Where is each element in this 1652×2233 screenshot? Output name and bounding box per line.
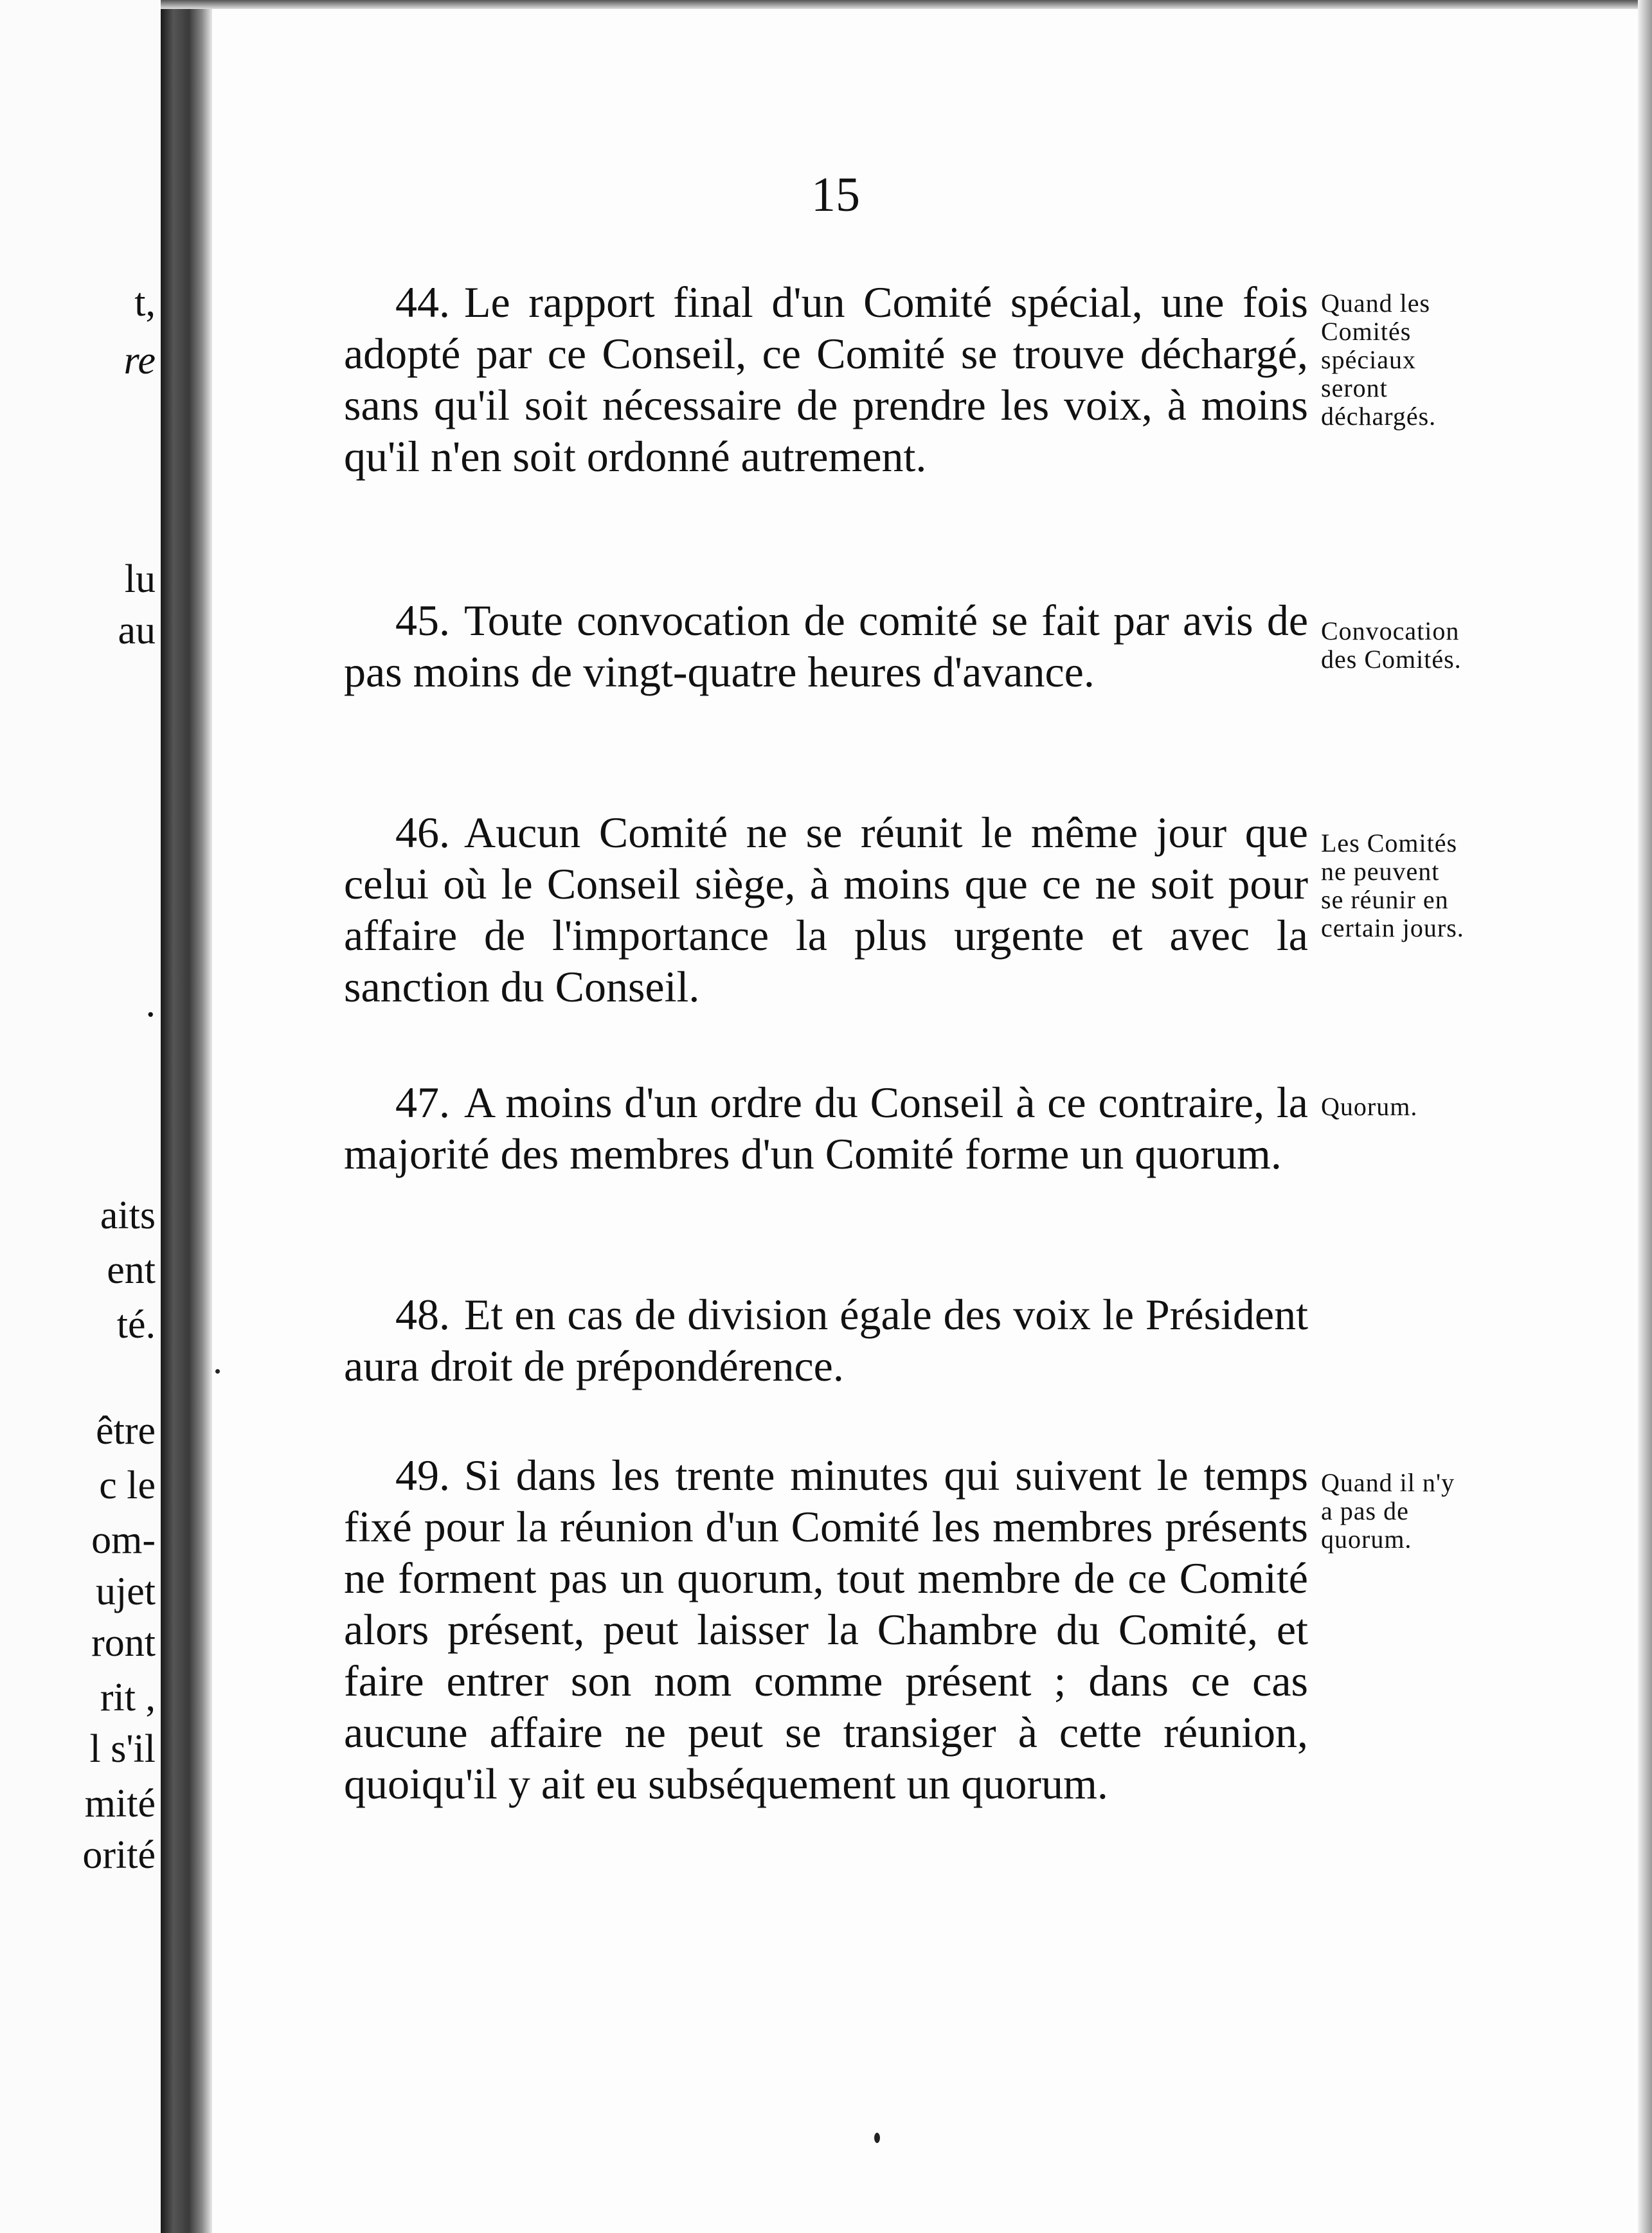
article-text: Si dans les trente minutes qui suivent le temps fixé pour la réunion d'un Comité les membres présents ne forment pas un quorum, tout membre de ce Comité alors présent, peut laisser la Chambre du Comité, et faire entrer son nom comme présent ; dans ce cas aucune affaire ne peut se transiger à cette réunion, quoiqu'il y ait eu subséquement un quorum. <box>344 1451 1308 1808</box>
margin-note-49: Quand il n'y a pas de quorum. <box>1321 1468 1455 1554</box>
left-page-fragment: c le <box>99 1464 156 1507</box>
page-top-edge <box>161 0 1652 9</box>
article-48 <box>344 1289 1308 1392</box>
article-text: Et en cas de division égale des voix le Président aura droit de prépondérence. <box>344 1290 1308 1390</box>
article-text: Aucun Comité ne se réunit le même jour que celui où le Conseil siège, à moins que ce ne soit pour affaire de l'importance la plus urgente et avec la sanction du Conseil. <box>344 808 1308 1011</box>
left-page-fragment: re <box>123 339 156 382</box>
left-page-fragment: aits <box>100 1194 156 1237</box>
ink-speck <box>874 2133 880 2143</box>
left-page-fragment: mité <box>84 1782 156 1825</box>
book-gutter-shadow <box>161 0 212 2233</box>
article-49 <box>344 1449 1308 1809</box>
article-number: 49. <box>395 1451 450 1500</box>
margin-note-46: Les Comités ne peuvent se réunir en certain jours. <box>1321 829 1464 942</box>
left-page-fragment: l s'il <box>89 1727 156 1771</box>
article-number: 45. <box>395 596 450 645</box>
article-text: Toute convocation de comité se fait par avis de pas moins de vingt-quatre heures d'avance. <box>344 596 1308 696</box>
article-number: 44. <box>395 278 450 327</box>
article-45 <box>344 595 1308 697</box>
left-page-fragment: orité <box>82 1833 156 1877</box>
article-number: 47. <box>395 1078 450 1127</box>
page-right-edge <box>1638 0 1652 2233</box>
left-page-fragment: lu <box>124 557 156 601</box>
left-page-fragment: om- <box>91 1518 156 1562</box>
left-page-fragment: t, <box>134 281 156 325</box>
left-page-fragment: être <box>96 1409 156 1453</box>
left-facing-page <box>0 0 161 2233</box>
article-47 <box>344 1077 1308 1179</box>
margin-note-44: Quand les Comités spéciaux seront déchargés. <box>1321 289 1437 431</box>
left-page-fragment: ront <box>91 1621 156 1665</box>
left-page-fragment: ujet <box>96 1570 156 1613</box>
left-page-fragment: . <box>145 982 156 1025</box>
left-page-fragment: au <box>118 609 156 652</box>
article-number: 48. <box>395 1290 450 1339</box>
article-number: 46. <box>395 808 450 857</box>
article-44 <box>344 276 1308 482</box>
article-text: A moins d'un ordre du Conseil à ce contraire, la majorité des membres d'un Comité forme un quorum. <box>344 1078 1308 1178</box>
page-number: 15 <box>811 168 860 222</box>
left-page-fragment: rit , <box>100 1676 156 1719</box>
left-page-fragment: ent <box>107 1248 156 1292</box>
margin-note-47: Quorum. <box>1321 1092 1418 1121</box>
ink-speck <box>215 1369 220 1374</box>
article-text: Le rapport final d'un Comité spécial, une fois adopté par ce Conseil, ce Comité se trouve déchargé, sans qu'il soit nécessaire de prendre les voix, à moins qu'il n'en soit ordonné autrement. <box>344 278 1308 481</box>
margin-note-45: Convocation des Comités. <box>1321 616 1462 674</box>
article-46 <box>344 807 1308 1012</box>
left-page-fragment: té. <box>116 1303 156 1347</box>
